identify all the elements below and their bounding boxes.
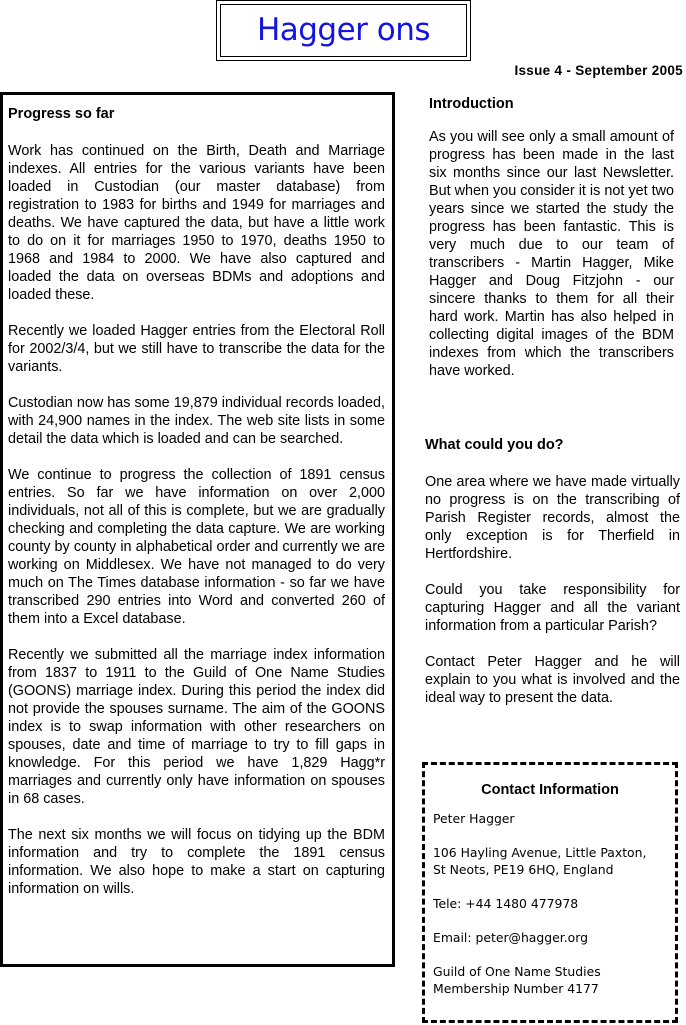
issue-date: Issue 4 - September 2005 (514, 63, 683, 78)
masthead (216, 0, 471, 61)
contact-info-box (422, 762, 678, 1023)
progress-paragraph: The next six months we will focus on tidying up the BDM information and try to complete the 1891 census information. We also hope to make a start on capturing information on wills. (8, 827, 385, 897)
progress-paragraph: Custodian now has some 19,879 individual records loaded, with 24,900 names in the index. The web site lists in some detail the data which is loaded and can be searched. (8, 395, 385, 447)
introduction-section (425, 96, 680, 398)
progress-paragraph: Work has continued on the Birth, Death and Marriage indexes. All entries for the various variants have been loaded in Custodian (our master database) from registration to 1983 for births and 1949 for marriages and deaths. We have captured the data, but have a little work to do on it for marriages 1950 to 1970, deaths 1950 to 1968 and 1984 to 2000. We have also captured and loaded the data on overseas BDMs and adoptions and loaded these. (8, 143, 385, 303)
introduction-heading: Introduction (429, 96, 514, 112)
introduction-paragraph: As you will see only a small amount of progress has been made in the last six months since our last Newsletter. But when you consider it is not yet two years since we started the study the progress has been fantastic. This is very much due to our team of transcribers - Martin Hagger, Mike Hagger and Doug Fitzjohn - our sincere thanks to them for all their hard work. Martin has also helped in collecting digital images of the BDM indexes from which the transcribers have worked. (429, 129, 674, 379)
what-could-section (425, 437, 680, 725)
masthead-frame (220, 4, 467, 57)
address-line: 106 Hayling Avenue, Little Paxton, (433, 845, 647, 860)
guild-line: Membership Number 4177 (433, 981, 599, 996)
what-could-paragraph: Could you take responsibility for capturing Hagger and all the variant information from a particular Parish? (425, 582, 680, 634)
what-could-paragraph: Contact Peter Hagger and he will explain to you what is involved and the ideal way to present the data. (425, 654, 680, 706)
progress-paragraph: Recently we submitted all the marriage index information from 1837 to 1911 to the Guild of One Name Studies (GOONS) marriage index. During this period the index did not provide the spouses surname. The aim of the GOONS index is to swap information with other researchers on spouses, date and time of marriage to try to fill gaps in knowledge. For this period we have 1,829 Hagg*r marriages and currently only have information on spouses in 68 cases. (8, 647, 385, 807)
what-could-heading: What could you do? (425, 437, 564, 453)
what-could-paragraph: One area where we have made virtually no progress is on the transcribing of Parish Register records, almost the only exception is for Therfield in Hertfordshire. (425, 474, 680, 562)
guild-line: Guild of One Name Studies (433, 964, 601, 979)
guild-membership (433, 963, 667, 997)
progress-section (0, 92, 395, 967)
contact-name: Peter Hagger (433, 811, 515, 826)
contact-heading: Contact Information (481, 782, 619, 798)
address-line: St Neots, PE19 6HQ, England (433, 862, 614, 877)
progress-paragraph: Recently we loaded Hagger entries from the Electoral Roll for 2002/3/4, but we still have to transcribe the data for the variants. (8, 323, 385, 375)
progress-heading: Progress so far (8, 106, 115, 122)
newsletter-title: Hagger ons (256, 11, 431, 48)
contact-email[interactable]: Email: peter@hagger.org (433, 930, 588, 945)
progress-paragraph: We continue to progress the collection of 1891 census entries. So far we have information on over 2,000 individuals, not all of this is complete, but we are gradually checking and completing the data capture. We are working county by county in alphabetical order and currently we are working on Middlesex. We have not managed to do very much on The Times database information - so far we have transcribed 290 entries into Word and converted 260 of them into a Excel database. (8, 467, 385, 627)
contact-address (433, 844, 667, 878)
contact-telephone: Tele: +44 1480 477978 (433, 896, 579, 911)
